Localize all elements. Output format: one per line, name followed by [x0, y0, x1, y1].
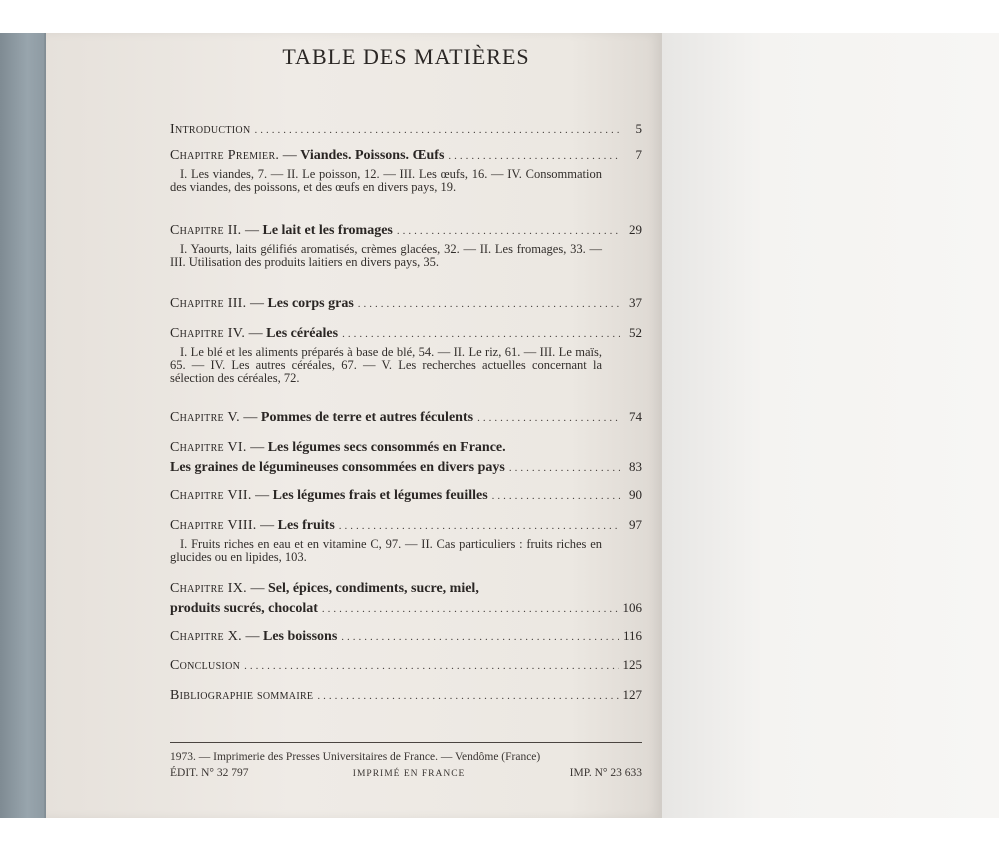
- separator-dash: —: [246, 581, 268, 596]
- entry-subsections: I. Yaourts, laits gélifiés aromatisés, crèmes glacées, 32. — II. Les fromages, 33. — III. Utilisation des produits laitiers en divers pays, 35.: [170, 242, 602, 269]
- entry-label: Chapitre X.: [170, 629, 242, 644]
- entry-title: Pommes de terre et autres féculents: [260, 410, 474, 425]
- separator-dash: —: [246, 440, 268, 455]
- separator-dash: —: [256, 518, 278, 533]
- entry-subsections: I. Le blé et les aliments préparés à base de blé, 54. — II. Le riz, 61. — III. Le maïs, 65. — IV. Les autres céréales, 67. — V. Les recherches actuelles concernant la sélection des céréales, 72.: [170, 345, 602, 385]
- colophon: [170, 742, 642, 779]
- leader-dots: [317, 688, 618, 705]
- leader-dots: [244, 658, 618, 675]
- page-title: TABLE DES MATIÈRES: [282, 44, 530, 69]
- leader-dots: [397, 223, 620, 240]
- entry-title: Le lait et les fromages: [262, 223, 393, 238]
- book-cover-edge: [0, 33, 50, 818]
- entry-label: Conclusion: [170, 658, 241, 673]
- toc-entry-introduction: [170, 120, 642, 139]
- entry-title: Les boissons: [262, 629, 338, 644]
- toc-entry-chapter-4: [170, 324, 642, 385]
- page-number: 90: [629, 487, 642, 502]
- entry-label: Chapitre IV.: [170, 326, 246, 341]
- toc-entry-chapter-10: [170, 627, 642, 646]
- leader-dots: [477, 410, 620, 427]
- page-number: 37: [629, 295, 642, 310]
- leader-dots: [254, 122, 620, 139]
- toc-entry-chapter-5: [170, 408, 642, 427]
- entry-subsections: I. Les viandes, 7. — II. Le poisson, 12. — III. Les œufs, 16. — IV. Consommation des viandes, des poissons, et des œufs en divers pays, 19.: [170, 167, 602, 194]
- entry-title-continued: produits sucrés, chocolat: [170, 601, 318, 616]
- page-number: 7: [635, 147, 642, 162]
- entry-label: Chapitre II.: [170, 223, 242, 238]
- entry-label: Chapitre VI.: [170, 440, 247, 455]
- entry-subsections: I. Fruits riches en eau et en vitamine C, 97. — II. Cas particuliers : fruits riches en glucides ou en lipides, 103.: [170, 537, 602, 564]
- toc-entry-bibliography: [170, 686, 642, 705]
- separator-dash: —: [241, 223, 263, 238]
- entry-title: Les corps gras: [267, 296, 354, 311]
- page-number: 52: [629, 325, 642, 340]
- toc-entry-chapter-2: [170, 221, 642, 269]
- leader-dots: [339, 518, 620, 535]
- entry-title: Viandes. Poissons. Œufs: [300, 148, 445, 163]
- right-page: [662, 33, 999, 818]
- toc-entry-chapter-9: [170, 580, 642, 618]
- entry-label: Chapitre III.: [170, 296, 247, 311]
- leader-dots: [448, 148, 620, 165]
- page-number: 127: [622, 687, 642, 702]
- separator-dash: —: [251, 488, 273, 503]
- entry-label: Chapitre VII.: [170, 488, 252, 503]
- separator-dash: —: [246, 296, 268, 311]
- entry-title: Les légumes secs consommés en France.: [267, 440, 506, 455]
- separator-dash: —: [245, 326, 267, 341]
- edit-number: ÉDIT. N° 32 797: [170, 767, 249, 779]
- page-number: 83: [629, 459, 642, 474]
- entry-label: Chapitre IX.: [170, 581, 247, 596]
- separator-dash: —: [241, 629, 263, 644]
- toc-entry-chapter-8: [170, 516, 642, 564]
- entry-title: Sel, épices, condiments, sucre, miel,: [267, 581, 479, 596]
- leader-dots: [322, 601, 619, 618]
- table-of-contents: [170, 36, 642, 806]
- toc-entry-chapter-7: [170, 486, 642, 505]
- entry-title: Les céréales: [266, 326, 339, 341]
- entry-title: Les fruits: [277, 518, 335, 533]
- toc-entry-chapter-1: [170, 146, 642, 194]
- printer-line: 1973. — Imprimerie des Presses Universitaires de France. — Vendôme (France): [170, 751, 541, 763]
- leader-dots: [509, 460, 620, 477]
- page-number: 116: [622, 628, 642, 643]
- toc-entry-chapter-3: [170, 294, 642, 313]
- entry-label: Chapitre V.: [170, 410, 240, 425]
- separator-dash: —: [239, 410, 261, 425]
- entry-label: Introduction: [170, 122, 251, 137]
- page-number: 106: [622, 600, 642, 615]
- printed-in-france: IMPRIMÉ EN FRANCE: [352, 769, 466, 779]
- page-number: 74: [629, 409, 642, 424]
- entry-title: Les légumes frais et légumes feuilles: [272, 488, 488, 503]
- entry-label: Chapitre Premier.: [170, 148, 280, 163]
- toc-entry-conclusion: [170, 656, 642, 675]
- page-number: 97: [629, 517, 642, 532]
- entry-title-continued: Les graines de légumineuses consommées en divers pays: [170, 460, 505, 475]
- leader-dots: [342, 326, 620, 343]
- imp-number: IMP. N° 23 633: [569, 767, 642, 779]
- leader-dots: [492, 488, 620, 505]
- entry-label: Bibliographie sommaire: [170, 688, 314, 703]
- leader-dots: [358, 296, 620, 313]
- entry-label: Chapitre VIII.: [170, 518, 257, 533]
- leader-dots: [341, 629, 619, 646]
- separator-dash: —: [279, 148, 301, 163]
- page-number: 5: [635, 121, 642, 136]
- page-number: 29: [629, 222, 642, 237]
- page-number: 125: [622, 657, 642, 672]
- toc-entry-chapter-6: [170, 439, 642, 477]
